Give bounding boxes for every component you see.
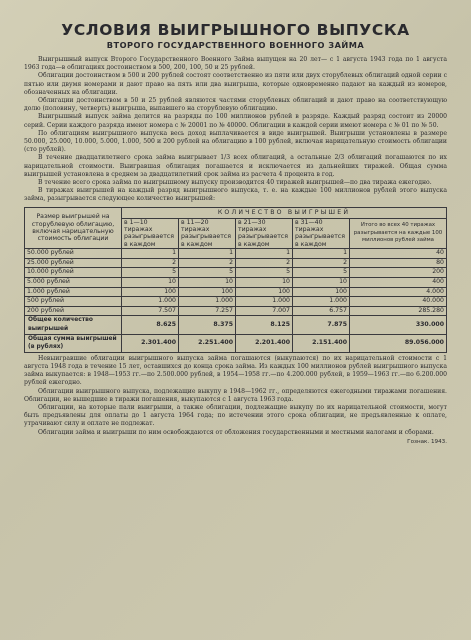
count-cell: 10 xyxy=(236,278,293,288)
count-cell: 7.507 xyxy=(122,306,179,316)
count-cell: 2 xyxy=(293,258,350,268)
count-cell: 1.000 xyxy=(293,297,350,307)
count-cell: 5 xyxy=(293,268,350,278)
paragraph: Облигации достоинством в 500 и 200 рублей состоят соответственно из пяти или двух сторублевых облигаций одной серии с пятью или двумя номерами и дают право на пять или два выигрыша, которые одновременно падают на каждый из номеров, обозначенных на облигации. xyxy=(24,72,447,96)
total-cell: 4.000 xyxy=(350,287,447,297)
paragraph: Облигации выигрышного выпуска, подлежащие выкупу в 1948—1962 гг., определяются ежегодными тиражами погашения. Облигации, не вышедшие в тиражи погашения, выкупаются с 1 августа 1963 года. xyxy=(24,387,447,403)
count-cell: 1.000 xyxy=(122,297,179,307)
total-cell: 285.280 xyxy=(350,306,447,316)
count-cell: 1 xyxy=(122,249,179,259)
denomination-cell: 500 рублей xyxy=(25,297,122,307)
page-subtitle: ВТОРОГО ГОСУДАРСТВЕННОГО ВОЕННОГО ЗАЙМА xyxy=(106,40,365,50)
count-cell: 1 xyxy=(179,249,236,259)
total-count-row xyxy=(25,316,447,334)
paragraph: Выигрышный выпуск займа делится на разряды по 100 миллионов рублей в разряде. Каждый разряд состоит из 20000 серий. Серии каждого разряда имеют номера с № 20001 по № 40000. Облигации в каждой серии имеют номера с № 01 по № 50. xyxy=(24,113,447,129)
count-cell: 6.757 xyxy=(293,306,350,316)
total-count-label: Общее количество выигрышей xyxy=(25,316,122,334)
total-cell: 40.000 xyxy=(350,297,447,307)
prize-count-group-header: КОЛИЧЕСТВО ВЫИГРЫШЕЙ xyxy=(122,207,447,218)
draws-21-30-header: в 21—30 тиражах разыгрывается в каждом xyxy=(236,218,293,249)
denomination-cell: 1.000 рублей xyxy=(25,287,122,297)
table-row xyxy=(25,306,447,316)
denomination-cell: 5.000 рублей xyxy=(25,278,122,288)
total-cell: 89.056.000 xyxy=(350,334,447,352)
count-cell: 10 xyxy=(122,278,179,288)
paragraph: Облигации займа и выигрыши по ним освобождаются от обложения государственными и местными налогами и сборами. xyxy=(38,428,434,436)
paragraph: Облигации, на которые пали выигрыши, а также облигации, подлежащие выкупу по их нарицательной стоимости, могут быть предъявлены для оплаты до 1 августа 1964 года; по истечении этого срока облигации, не предъявленные к оплате, утрачивают силу и оплате не подлежат. xyxy=(24,404,447,428)
total-cell: 400 xyxy=(350,278,447,288)
count-cell: 8.125 xyxy=(236,316,293,334)
count-cell: 1.000 xyxy=(236,297,293,307)
count-cell: 100 xyxy=(236,287,293,297)
count-cell: 100 xyxy=(179,287,236,297)
draws-11-20-header: в 11—20 тиражах разыгрывается в каждом xyxy=(179,218,236,249)
total-cell: 200 xyxy=(350,268,447,278)
draws-31-40-header: в 31—40 тиражах разыгрывается в каждом xyxy=(293,218,350,249)
count-cell: 100 xyxy=(293,287,350,297)
count-cell: 10 xyxy=(179,278,236,288)
draws-1-10-header: в 1—10 тиражах разыгрывается в каждом xyxy=(122,218,179,249)
table-row xyxy=(25,297,447,307)
table-row xyxy=(25,278,447,288)
table-row xyxy=(25,249,447,259)
total-cell: 80 xyxy=(350,258,447,268)
paragraph: В течение двадцатилетнего срока займа выигрывает 1/3 всех облигаций, а остальные 2/3 облигаций погашаются по их нарицательной стоимости. Выигравшая облигация погашается и исключается из дальнейших тиражей. Общая сумма выигрышей установлена в среднем за двадцатилетний срок займа из расчета 4 процента в год. xyxy=(24,154,447,178)
paragraph: Невыигравшие облигации выигрышного выпуска займа погашаются (выкупаются) по их нарицательной стоимости с 1 августа 1948 года в течение 15 лет, оставшихся до конца срока займа. Из каждых 100 миллионов рублей выигрышного выпуска займа выкупается: в 1948—1953 гг.—по 2.500.000 рублей, в 1954—1958 гг.—по 4.200.000 рублей, в 1959—1963 гг.—по 6.200.000 рублей ежегодно. xyxy=(24,354,447,387)
count-cell: 7.257 xyxy=(179,306,236,316)
count-cell: 1 xyxy=(293,249,350,259)
sum-cell: 2.251.400 xyxy=(179,334,236,352)
count-cell: 1.000 xyxy=(179,297,236,307)
count-cell: 7.875 xyxy=(293,316,350,334)
total-cell: 330.000 xyxy=(350,316,447,334)
count-cell: 100 xyxy=(122,287,179,297)
denomination-cell: 200 рублей xyxy=(25,306,122,316)
total-sum-label: Общая сумма выигрышей (в рублях) xyxy=(25,334,122,352)
paragraph: По облигациям выигрышного выпуска весь доход выплачивается в виде выигрышей. Выигрыши установлены в размере 50.000, 25.000, 10.000, 5.000, 1.000, 500 и 200 рублей на облигацию в 100 рублей, включая нарицательную стоимость облигации (сто рублей). xyxy=(24,129,447,154)
paragraph: В течение всего срока займа по выигрышному выпуску производится 40 тиражей выигрышей—по два тиража ежегодно. xyxy=(38,179,432,187)
table-row xyxy=(25,287,447,297)
printer-imprint: Гознак. 1943. xyxy=(407,438,447,445)
denomination-cell: 10.000 рублей xyxy=(25,268,122,278)
count-cell: 5 xyxy=(236,268,293,278)
count-cell: 2 xyxy=(236,258,293,268)
count-cell: 7.007 xyxy=(236,306,293,316)
denomination-column-header: Размер выигрышей на сторублевую облигацию, включая нарицательную стоимость облигации xyxy=(25,207,122,249)
sum-cell: 2.201.400 xyxy=(236,334,293,352)
count-cell: 8.625 xyxy=(122,316,179,334)
count-cell: 8.375 xyxy=(179,316,236,334)
denomination-cell: 50.000 рублей xyxy=(25,249,122,259)
count-cell: 1 xyxy=(236,249,293,259)
paragraph: Облигации достоинством в 50 и 25 рублей являются частями сторублевых облигаций и дают право на соответствующую долю (половину, четверть) выигрыша, выпавшего на сторублевую облигацию. xyxy=(24,97,447,113)
total-sum-row xyxy=(25,334,447,352)
denomination-cell: 25.000 рублей xyxy=(25,258,122,268)
sum-cell: 2.151.400 xyxy=(293,334,350,352)
count-cell: 2 xyxy=(179,258,236,268)
total-cell: 40 xyxy=(350,249,447,259)
prize-table xyxy=(24,207,447,353)
count-cell: 2 xyxy=(122,258,179,268)
count-cell: 5 xyxy=(122,268,179,278)
table-row xyxy=(25,258,447,268)
total-all-draws-header: Итого во всех 40 тиражах разыгрывается на каждые 100 миллионов рублей займа xyxy=(350,218,447,249)
sum-cell: 2.301.400 xyxy=(122,334,179,352)
count-cell: 10 xyxy=(293,278,350,288)
table-row xyxy=(25,268,447,278)
count-cell: 5 xyxy=(179,268,236,278)
paragraph: Выигрышный выпуск Второго Государственного Военного Займа выпущен на 20 лет— с 1 августа 1943 года по 1 августа 1963 года—в облигациях достоинством в 500, 200, 100, 50 и 25 рублей. xyxy=(24,56,447,72)
paragraph: В тиражах выигрышей на каждый разряд выигрышного выпуска, т. е. на каждые 100 миллионов рублей этого выпуска займа, разыгрывается следующее количество выигрышей: xyxy=(24,187,447,203)
page-title: УСЛОВИЯ ВЫИГРЫШНОГО ВЫПУСКА xyxy=(61,21,410,39)
